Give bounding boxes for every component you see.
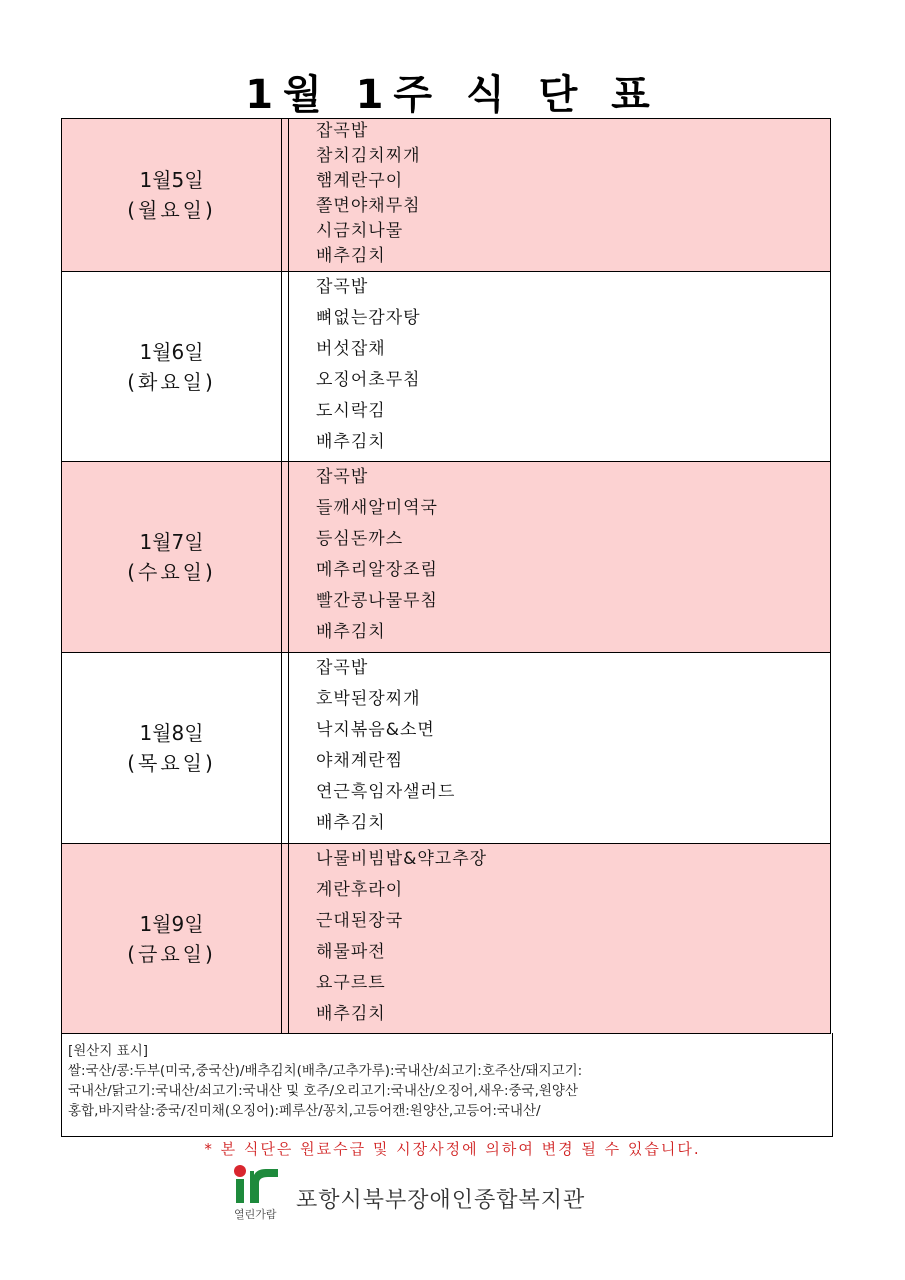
menu-list <box>316 844 830 1030</box>
divider-cell <box>282 272 289 462</box>
divider-cell <box>282 119 289 272</box>
day-weekday: (금요일) <box>127 941 216 966</box>
menu-item: 배추김치 <box>316 432 386 452</box>
menu-item: 잡곡밥 <box>316 121 369 141</box>
divider-cell <box>282 462 289 653</box>
menu-cell <box>289 844 831 1034</box>
day-cell <box>62 653 282 844</box>
day-date: 1월8일 <box>139 721 204 745</box>
menu-item: 오징어초무침 <box>316 370 421 390</box>
menu-item: 도시락김 <box>316 401 386 421</box>
menu-item: 잡곡밥 <box>316 277 369 297</box>
divider-cell <box>282 653 289 844</box>
menu-item: 쫄면야채무침 <box>316 196 421 216</box>
menu-item: 야채계란찜 <box>316 751 404 771</box>
change-notice: * 본 식단은 원료수급 및 시장사정에 의하여 변경 될 수 있습니다. <box>204 1140 701 1158</box>
menu-cell <box>289 653 831 844</box>
menu-cell <box>289 462 831 653</box>
day-cell <box>62 844 282 1034</box>
day-row <box>62 462 831 653</box>
menu-item: 메추리알장조림 <box>316 560 438 580</box>
menu-list <box>316 462 830 648</box>
menu-item: 들깨새알미역국 <box>316 498 438 518</box>
day-cell <box>62 272 282 462</box>
day-row <box>62 119 831 272</box>
menu-item: 등심돈까스 <box>316 529 404 549</box>
menu-item: 잡곡밥 <box>316 467 369 487</box>
menu-list <box>316 119 830 269</box>
menu-item: 연근흑임자샐러드 <box>316 782 456 802</box>
logo-subtitle: 열린가람 <box>234 1208 277 1221</box>
day-date: 1월6일 <box>139 339 204 364</box>
day-row <box>62 844 831 1034</box>
menu-list <box>316 272 830 458</box>
origin-line: 국내산/닭고기:국내산/쇠고기:국내산 및 호주/오리고기:국내산/오징어,새우:중국,원양산 <box>68 1083 578 1099</box>
menu-item: 근대된장국 <box>316 911 404 931</box>
day-date: 1월5일 <box>139 168 204 192</box>
day-row <box>62 653 831 844</box>
menu-item: 나물비빔밥&약고추장 <box>316 849 488 869</box>
menu-item: 배추김치 <box>316 1004 386 1024</box>
day-weekday: (월요일) <box>127 198 216 222</box>
menu-item: 호박된장찌개 <box>316 689 421 709</box>
origin-heading: [원산지 표시] <box>68 1043 149 1059</box>
menu-list <box>316 653 830 839</box>
organization-logo <box>232 1163 652 1223</box>
logo-mark-icon <box>232 1163 292 1207</box>
menu-item: 참치김치찌개 <box>316 146 421 166</box>
origin-line: 쌀:국산/콩:두부(미국,중국산)/배추김치(배추/고추가루):국내산/쇠고기:호주산/돼지고기: <box>68 1063 583 1079</box>
menu-item: 버섯잡채 <box>316 339 386 359</box>
day-weekday: (수요일) <box>127 560 216 584</box>
menu-item: 햄계란구이 <box>316 171 404 191</box>
menu-item: 배추김치 <box>316 246 386 266</box>
day-weekday: (화요일) <box>127 369 216 394</box>
origin-note <box>61 1033 833 1137</box>
menu-cell <box>289 272 831 462</box>
menu-item: 시금치나물 <box>316 221 404 241</box>
day-row <box>62 272 831 462</box>
menu-item: 배추김치 <box>316 813 386 833</box>
day-date: 1월7일 <box>139 530 204 554</box>
menu-item: 해물파전 <box>316 942 386 962</box>
menu-item: 요구르트 <box>316 973 386 993</box>
menu-item: 배추김치 <box>316 622 386 642</box>
day-weekday: (목요일) <box>127 751 216 775</box>
page-title: 1월 1주 식 단 표 <box>245 72 660 118</box>
menu-table <box>61 118 831 1034</box>
menu-cell <box>289 119 831 272</box>
divider-cell <box>282 844 289 1034</box>
day-cell <box>62 462 282 653</box>
organization-name: 포항시북부장애인종합복지관 <box>296 1188 586 1213</box>
menu-item: 뼈없는감자탕 <box>316 308 421 328</box>
origin-line: 홍합,바지락살:중국/진미채(오징어):페루산/꽁치,고등어캔:원양산,고등어:국내산/ <box>68 1103 541 1119</box>
menu-item: 빨간콩나물무침 <box>316 591 438 611</box>
menu-item: 잡곡밥 <box>316 658 369 678</box>
day-date: 1월9일 <box>139 911 204 936</box>
menu-item: 계란후라이 <box>316 880 404 900</box>
day-cell <box>62 119 282 272</box>
menu-item: 낙지볶음&소면 <box>316 720 435 740</box>
